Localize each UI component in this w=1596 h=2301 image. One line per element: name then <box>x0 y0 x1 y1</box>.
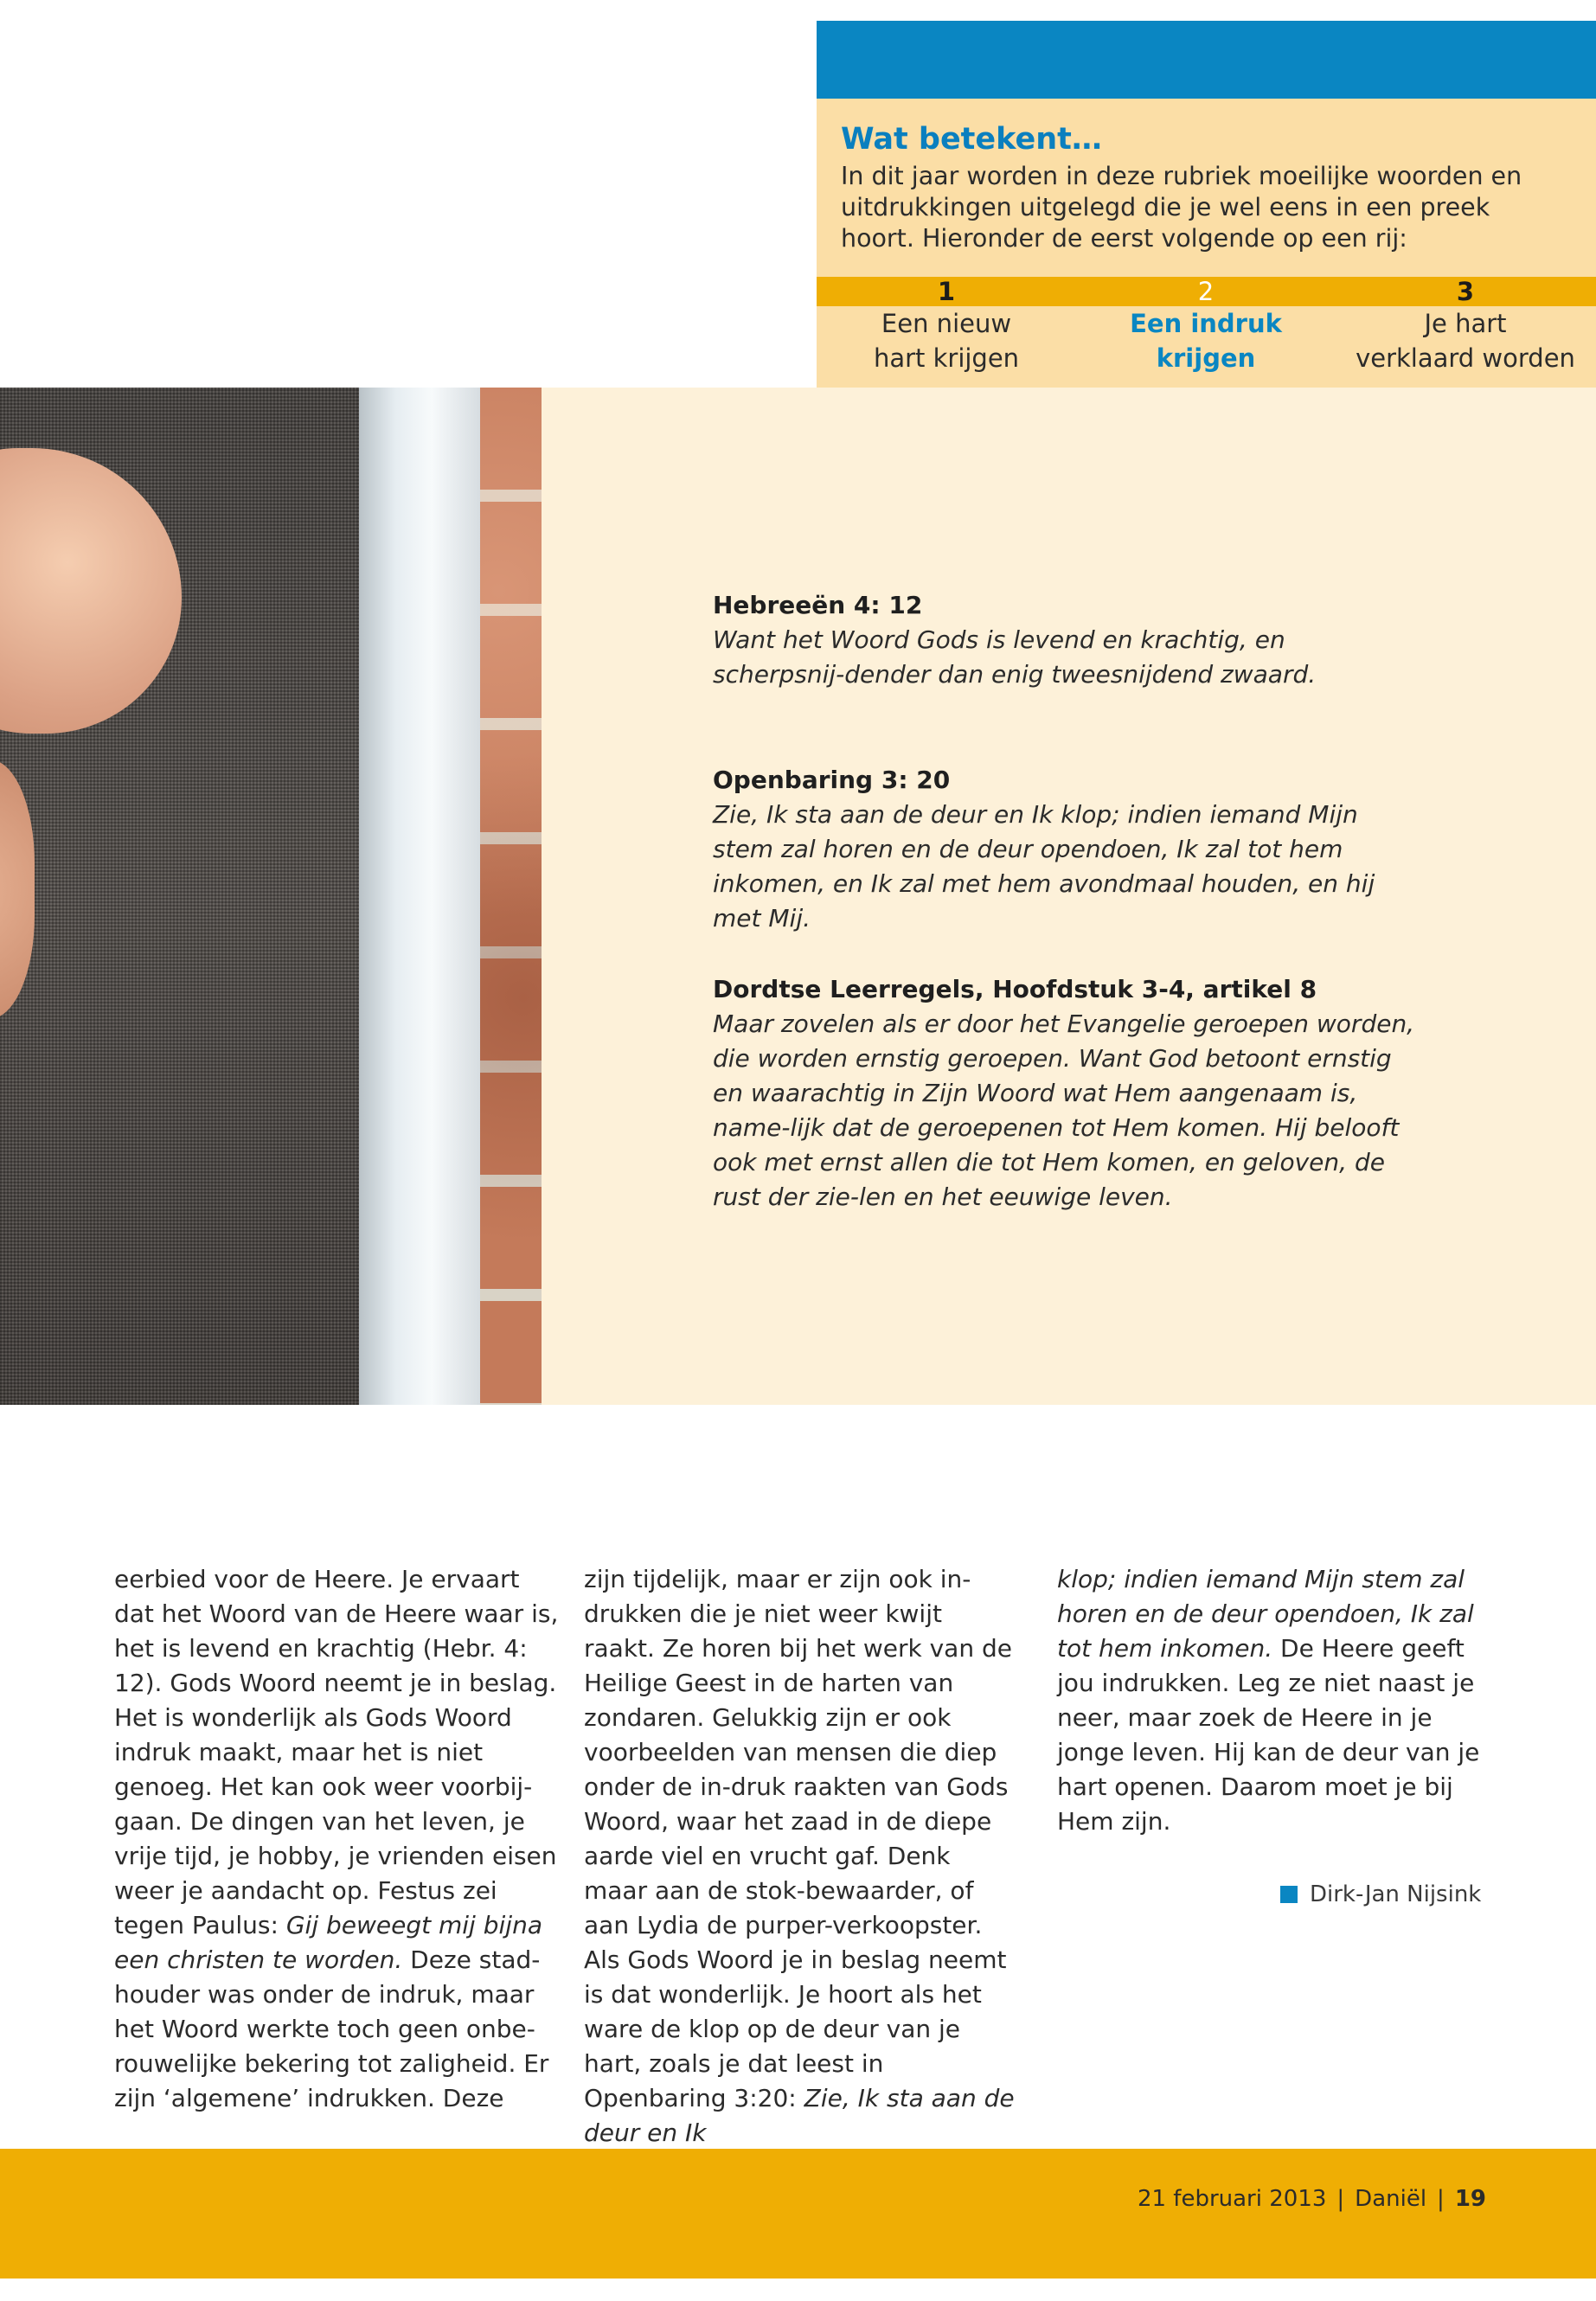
body-quote: klop; indien iemand Mijn stem zal horen en de deur opendoen, Ik zal tot hem inkomen. <box>1057 1565 1474 1663</box>
body-paragraph: zijn tijdelijk, maar er zijn ook in-drukken die je niet weer kwijt raakt. Ze horen bij het werk van de Heilige Geest in de harten van zondaren. Gelukkig zijn er ook voorbeelden van mensen die diep onder de in-druk raakten van Gods Woord, waar het zaad in de diepe aarde viel en vrucht gaf. Denk maar aan de stok-bewaarder, of aan Lydia de purper-verkoopster. <box>584 1565 1012 1939</box>
footer-separator: | <box>1336 2186 1345 2212</box>
body-quote: Zie, Ik sta aan de deur en Ik <box>584 2084 1015 2147</box>
info-item-line2: hart krijgen <box>873 343 1020 373</box>
info-box <box>817 21 1596 388</box>
footer-magazine: Daniël <box>1355 2186 1427 2212</box>
info-item-line1: Een nieuw <box>881 309 1012 338</box>
page-number: 19 <box>1454 2186 1486 2212</box>
body-quote: Gij beweegt mij bijna een christen te worden. <box>114 1911 542 1974</box>
verse-hebreeen <box>713 588 1422 692</box>
info-box-title: Wat betekent… <box>841 122 1102 157</box>
body-text: eerbied voor de Heere. Je ervaart dat het Woord van de Heere waar is, het is levend en krachtig (Hebr. 4: 12). Gods Woord neemt je in beslag. Het is wonderlijk als Gods Woord indruk maakt, maar het is niet genoeg. Het kan ook weer voorbij-gaan. De dingen van het leven, je vrije tijd, je hobby, je vrienden eisen weer je aandacht op. Festus zei tegen Paulus: <box>114 1565 559 1939</box>
author-credit <box>1280 1879 1481 1910</box>
body-text: Deze stad-houder was onder de indruk, maar het Woord werkte toch geen onbe-rouwelijke bekering tot zaligheid. Er zijn ‘algemene’ indrukken. Deze <box>114 1945 549 2112</box>
author-square-icon <box>1280 1886 1298 1903</box>
info-item-2 <box>1076 277 1336 375</box>
body-text: Als Gods Woord je in beslag neemt is dat wonderlijk. Je hoort als het ware de klop op de deur van je hart, zoals je dat leest in Openbaring 3:20: <box>584 1945 1007 2112</box>
info-box-intro: In dit jaar worden in deze rubriek moeilijke woorden en uitdrukkingen uitgelegd die je wel eens in een preek hoort. Hieronder de eerst volgende op een rij: <box>841 162 1522 253</box>
info-item-line2: krijgen <box>1156 343 1256 373</box>
door-knock-photo <box>0 388 542 1405</box>
verse-reference: Hebreeën 4: 12 <box>713 591 923 619</box>
info-item-number: 3 <box>1456 277 1475 306</box>
info-item-number: 2 <box>1197 277 1215 306</box>
body-paragraph <box>1057 1562 1490 1839</box>
verse-reference: Dordtse Leerregels, Hoofdstuk 3-4, artikel 8 <box>713 975 1317 1003</box>
info-item-1 <box>817 277 1076 375</box>
verse-text: Maar zovelen als er door het Evangelie geroepen worden, die worden ernstig geroepen. Want God betoont ernstig en waarachtig in Zijn Woord wat Hem aangenaam is, name-lijk dat de geroepenen tot Hem komen. Hij belooft ook met ernst allen die tot Hem komen, en geloven, de rust der zie-len en het eeuwige leven. <box>713 1009 1415 1211</box>
body-paragraph <box>584 1943 1016 2150</box>
info-item-3 <box>1336 277 1595 375</box>
brick-wall <box>480 388 542 1405</box>
info-box-header-band <box>817 21 1596 99</box>
info-item-line2: verklaard worden <box>1356 343 1575 373</box>
info-item-line1: Een indruk <box>1130 309 1282 338</box>
body-column-2 <box>584 1562 1016 2150</box>
verse-text: Want het Woord Gods is levend en krachtig, en scherpsnij-dender dan enig tweesnijdend zwaard. <box>713 625 1317 689</box>
verse-text: Zie, Ik sta aan de deur en Ik klop; indien iemand Mijn stem zal horen en de deur opendoen, Ik zal tot hem inkomen, en Ik zal met hem avondmaal houden, en hij met Mij. <box>713 800 1375 933</box>
info-item-number: 1 <box>937 277 956 306</box>
door-frame <box>359 388 480 1405</box>
verse-dordtse-leerregels <box>713 972 1422 1215</box>
author-name: Dirk-Jan Nijsink <box>1310 1881 1482 1907</box>
info-item-line1: Je hart <box>1424 309 1507 338</box>
verse-reference: Openbaring 3: 20 <box>713 766 951 794</box>
body-text: De Heere geeft jou indrukken. Leg ze niet naast je neer, maar zoek de Heere in je jonge leven. Hij kan de deur van je hart openen. Daarom moet je bij Hem zijn. <box>1057 1634 1480 1836</box>
body-column-1 <box>114 1562 564 2116</box>
verse-openbaring <box>713 763 1422 936</box>
footer-date: 21 februari 2013 <box>1137 2186 1327 2212</box>
body-column-3 <box>1057 1562 1490 1839</box>
footer-separator: | <box>1437 2186 1445 2212</box>
footer-bar <box>0 2149 1596 2279</box>
footer-info <box>1138 2183 1486 2214</box>
body-paragraph <box>114 1562 564 2116</box>
